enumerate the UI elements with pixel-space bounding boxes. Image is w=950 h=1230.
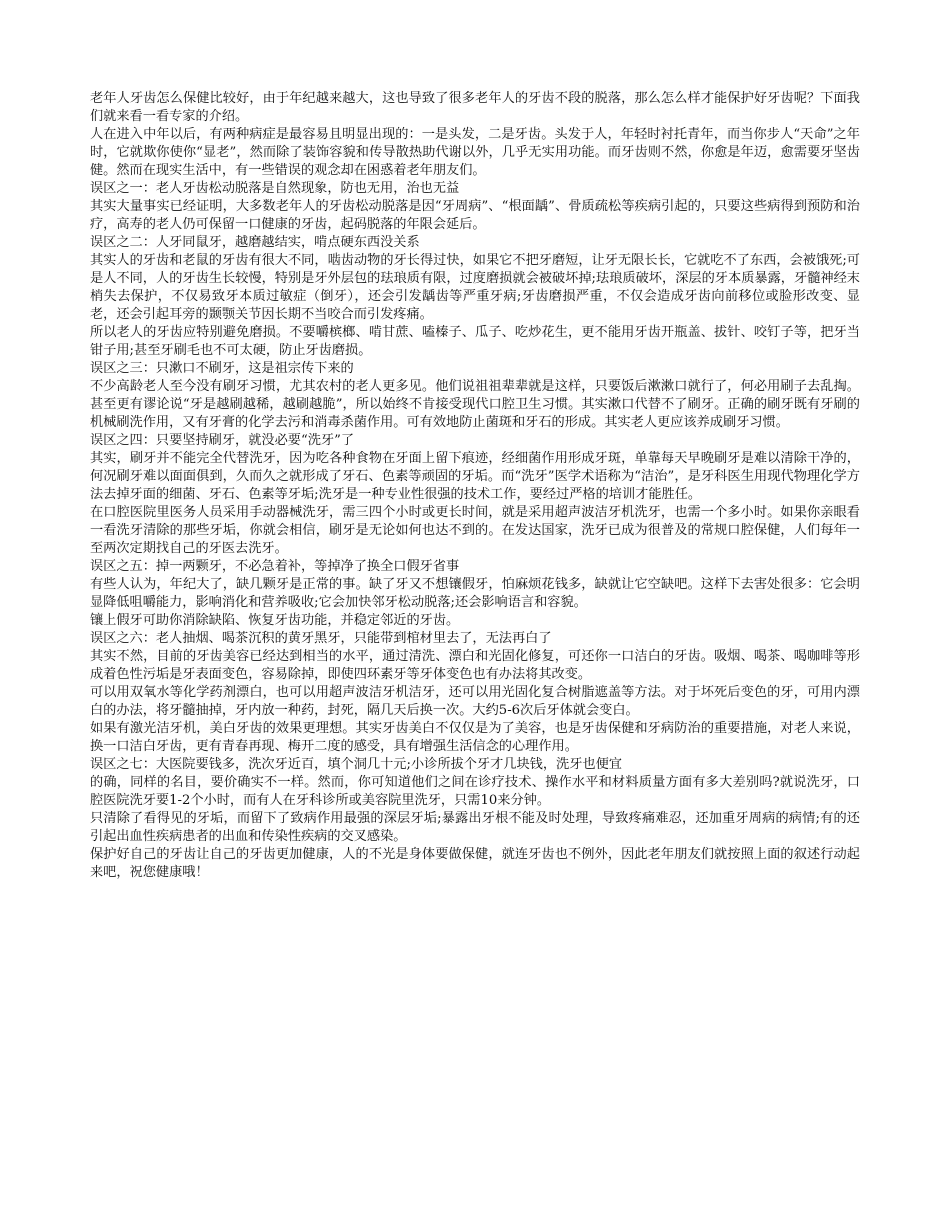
document-body [90,90,860,882]
myth-heading-7: 误区之七：大医院要钱多，洗次牙近百，填个洞几十元;小诊所拔个牙才几块钱，洗牙也便宜 [90,757,622,772]
paragraph: 在口腔医院里医务人员采用手动器械洗牙，需三四个小时或更长时间，就是采用超声波洁牙机洗牙，也需一个多小时。如果你亲眼看一看洗牙清除的那些牙垢，你就会相信，刷牙是无论如何也达不到的。在发达国家，洗牙已成为很普及的常规口腔保健，人们每年一至两次定期找自己的牙医去洗牙。 [90,505,860,556]
paragraph: 如果有激光洁牙机，美白牙齿的效果更理想。其实牙齿美白不仅仅是为了美容，也是牙齿保健和牙病防治的重要措施，对老人来说，换一口洁白牙齿，更有青春再现、梅开二度的感受，具有增强生活信念的心理作用。 [90,721,860,754]
closing-paragraph: 保护好自己的牙齿让自己的牙齿更加健康，人的不光是身体要做保健，就连牙齿也不例外，因此老年朋友们就按照上面的叙述行动起来吧，祝您健康哦！ [90,847,860,880]
paragraph: 不少高龄老人至今没有刷牙习惯，尤其农村的老人更多见。他们说祖祖辈辈就是这样，只要饭后漱漱口就行了，何必用刷子去乱掏。甚至更有谬论说“牙是越刷越稀，越刷越脆”，所以始终不肯接受现代口腔卫生习惯。其实漱口代替不了刷牙。正确的刷牙既有牙刷的机械刷洗作用，又有牙膏的化学去污和消毒杀菌作用。可有效地防止菌斑和牙石的形成。其实老人更应该养成刷牙习惯。 [90,379,860,430]
paragraph: 所以老人的牙齿应特别避免磨损。不要嚼槟榔、啃甘蔗、嗑榛子、瓜子、吃炒花生，更不能用牙齿开瓶盖、拔针、咬钉子等，把牙当钳子用;甚至牙刷毛也不可太硬，防止牙齿磨损。 [90,325,860,358]
paragraph: 人在进入中年以后，有两种病症是最容易且明显出现的：一是头发，二是牙齿。头发于人，年轻时衬托青年，而当你步人“天命”之年时，它就欺你使你“显老”，然而除了装饰容貌和传导散热助代谢以外，几乎无实用功能。而牙齿则不然，你愈是年迈，愈需要牙坚齿健。然而在现实生活中，有一些错误的观念却在困惑着老年朋友们。 [90,127,860,178]
myth-heading-5: 误区之五：掉一两颗牙，不必急着补，等掉净了换全口假牙省事 [90,559,460,574]
intro-paragraph: 老年人牙齿怎么保健比较好，由于年纪越来越大，这也导致了很多老年人的牙齿不段的脱落，那么怎么样才能保护好牙齿呢？下面我们就来看一看专家的介绍。 [90,91,860,124]
paragraph: 其实不然，目前的牙齿美容已经达到相当的水平，通过清洗、漂白和光固化修复，可还你一口洁白的牙齿。吸烟、喝茶、喝咖啡等形成着色性污垢是牙表面变色，容易除掉，即使四环素牙等牙体变色也有办法将其改变。 [90,649,860,682]
myth-heading-3: 误区之三：只漱口不刷牙，这是祖宗传下来的 [90,361,354,376]
paragraph: 其实，刷牙并不能完全代替洗牙，因为吃各种食物在牙面上留下痕迹，经细菌作用形成牙斑，单靠每天早晚刷牙是难以清除干净的，何况刷牙难以面面俱到，久而久之就形成了牙石、色素等顽固的牙垢。而“洗牙”医学术语称为“洁治”，是牙科医生用现代物理化学方法去掉牙面的细菌、牙石、色素等牙垢;洗牙是一种专业性很强的技术工作，要经过严格的培训才能胜任。 [90,451,860,502]
myth-heading-1: 误区之一：老人牙齿松动脱落是自然现象，防也无用，治也无益 [90,181,460,196]
myth-heading-4: 误区之四：只要坚持刷牙，就没必要“洗牙”了 [90,433,355,448]
paragraph: 的确，同样的名目，要价确实不一样。然而，你可知道他们之间在诊疗技术、操作水平和材料质量方面有多大差别吗?就说洗牙，口腔医院洗牙要1-2个小时，而有人在牙科诊所或美容院里洗牙，只需10来分钟。 [90,775,860,808]
myth-heading-6: 误区之六：老人抽烟、喝茶沉积的黄牙黑牙，只能带到棺材里去了，无法再白了 [90,631,552,646]
paragraph: 有些人认为，年纪大了，缺几颗牙是正常的事。缺了牙又不想镶假牙，怕麻烦花钱多，缺就让它空缺吧。这样下去害处很多：它会明显降低咀嚼能力，影响消化和营养吸收;它会加快邻牙松动脱落;还会影响语言和容貌。 [90,577,860,610]
paragraph: 镶上假牙可助你消除缺陷、恢复牙齿功能，并稳定邻近的牙齿。 [90,613,460,628]
myth-heading-2: 误区之二：人牙同鼠牙，越磨越结实，啃点硬东西没关系 [90,235,420,250]
paragraph: 其实人的牙齿和老鼠的牙齿有很大不同，啮齿动物的牙长得过快，如果它不把牙磨短，让牙无限长长，它就吃不了东西，会被饿死;可是人不同，人的牙齿生长较慢，特别是牙外层包的珐琅质有限，过度磨损就会被破坏掉;珐琅质破坏，深层的牙本质暴露，牙髓神经末梢失去保护，不仅易致牙本质过敏症（倒牙），还会引发龋齿等严重牙病;牙齿磨损严重，不仅会造成牙齿向前移位或脸形改变、显老，还会引起耳旁的颞颚关节因长期不当咬合而引发疼痛。 [90,253,860,322]
paragraph: 可以用双氧水等化学药剂漂白，也可以用超声波洁牙机洁牙，还可以用光固化复合树脂遮盖等方法。对于坏死后变色的牙，可用内漂白的办法，将牙髓抽掉，牙内放一种药，封死，隔几天后换一次。大约5-6次后牙体就会变白。 [90,685,860,718]
paragraph: 只清除了看得见的牙垢，而留下了致病作用最强的深层牙垢;暴露出牙根不能及时处理，导致疼痛难忍，还加重牙周病的病情;有的还引起出血性疾病患者的出血和传染性疾病的交叉感染。 [90,811,860,844]
paragraph: 其实大量事实已经证明，大多数老年人的牙齿松动脱落是因“牙周病”、“根面龋”、骨质疏松等疾病引起的，只要这些病得到预防和治疗，高寿的老人仍可保留一口健康的牙齿，起码脱落的年限会延后。 [90,199,860,232]
